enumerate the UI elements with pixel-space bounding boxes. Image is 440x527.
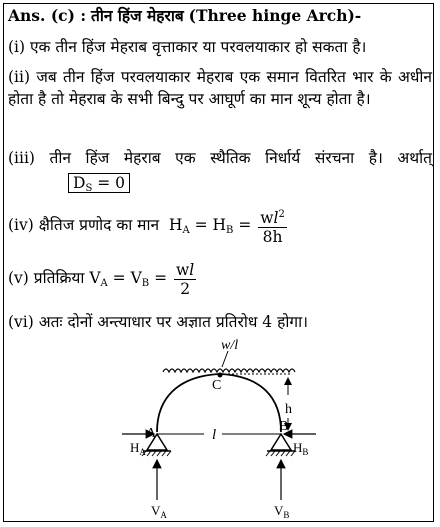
right-support-label: B: [279, 419, 289, 434]
hb-label: $H_B$: [293, 440, 309, 457]
crown-label: C: [212, 378, 222, 393]
reaction-fraction: $\frac{wl}{2}$: [176, 260, 195, 298]
horizontal-thrust-fraction: $\frac{wl^2}{8h}$: [258, 206, 287, 246]
point-iv: (iv) क्षैतिज प्रणोद का मान $H_A = H_B$ = $\frac{wl^2}{8h}$: [8, 203, 289, 253]
heading-english: (Three hinge Arch)-: [188, 6, 362, 25]
left-support-label: A: [146, 426, 157, 441]
equation-box: $D_S = 0$: [68, 173, 130, 193]
span-label: l: [212, 427, 217, 443]
rise-label: h: [285, 402, 292, 417]
point-iv-label: (iv) क्षैतिज प्रणोद का मान: [8, 216, 160, 234]
point-vi: (vi) अतः दोनों अन्त्याधार पर अज्ञात प्रतिरोध 4 होगा।: [8, 313, 308, 331]
udl-pointer: [222, 351, 228, 367]
answer-label: Ans. (c) :: [8, 6, 87, 25]
point-iii: (iii) तीन हिंज मेहराब एक स्थैतिक निर्धार्य संरचना है। अर्थात्: [8, 149, 432, 167]
point-v-label: (v) प्रतिक्रिया: [8, 269, 85, 287]
vb-label: $V_B$: [274, 503, 290, 520]
right-pin-support: [271, 434, 291, 450]
udl-load-line: [163, 369, 295, 372]
point-i: (i) एक तीन हिंज मेहराब वृत्ताकार या परवलयाकार हो सकता है।: [8, 38, 367, 56]
heading-hindi: तीन हिंज मेहराब: [90, 6, 184, 25]
point-ii: (ii) जब तीन हिंज परवलयाकार मेहराब एक समान वितरित भार के अधीन होता है तो मेहराब के सभी बिन्दु पर आघूर्ण का मान शून्य होता है।: [8, 68, 432, 108]
crown-hinge: [218, 373, 223, 378]
point-v: (v) प्रतिक्रिया $V_A = V_B$ = $\frac{wl}{2}$: [8, 260, 195, 298]
udl-label: w/l: [221, 338, 239, 353]
ha-label: $H_A$: [130, 440, 146, 457]
va-label: $V_A$: [151, 503, 167, 520]
